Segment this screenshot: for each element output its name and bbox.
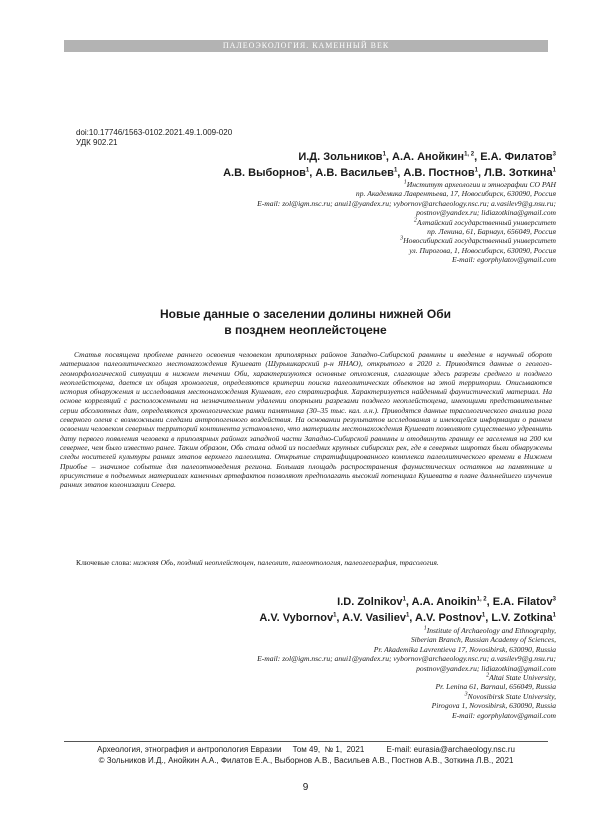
affiliation-text: Pr. Lenina 61, Barnaul, 656049, Russia — [435, 682, 556, 692]
en-authors — [259, 594, 556, 626]
affiliation-line — [257, 654, 556, 663]
affiliation-line — [257, 218, 556, 227]
page-number: 9 — [302, 782, 309, 793]
affiliation-line — [257, 692, 556, 701]
author-affiliation-mark: 3 — [552, 596, 556, 603]
affiliation-mark: 2 — [413, 217, 417, 224]
author-name: L.V. Zotkina — [491, 612, 553, 624]
footer-divider — [64, 741, 548, 742]
affiliation-line — [257, 701, 556, 710]
affiliation-line — [257, 682, 556, 691]
author-name: А.В. Постнов — [403, 167, 475, 179]
affiliation-text: E-mail: egorphylatov@gmail.com — [452, 710, 556, 720]
affiliation-text: Pr. Akademika Lavrentieva 17, Novosibirsk, 630090, Russia — [373, 644, 556, 654]
author-name: А.А. Анойкин — [392, 151, 465, 163]
affiliation-text: ул. Пирогова, 1, Новосибирск, 630090, Россия — [409, 245, 556, 255]
author-affiliation-mark: 1, 2 — [476, 596, 487, 603]
ru-authors-line1: И.Д. Зольников$^1$, А.А. Анойкин$^{1, 2}$, Е.А. Филатов$^3$ — [298, 151, 556, 163]
affiliation-line — [257, 645, 556, 654]
author-name: А.В. Васильев — [315, 167, 394, 179]
affiliation-text: Новосибирский государственный университет — [403, 236, 556, 246]
ru-authors — [223, 149, 556, 181]
udk: УДК 902.21 — [76, 138, 118, 147]
keywords — [76, 558, 552, 567]
author-name: I.D. Zolnikov — [337, 596, 403, 608]
affiliation-mark: 1 — [403, 179, 407, 186]
ru-affiliations — [257, 180, 556, 265]
affiliation-line — [257, 664, 556, 673]
affiliation-text: postnov@yandex.ru; lidiazotkina@gmail.com — [416, 663, 556, 673]
en-affiliations — [257, 626, 556, 720]
doi[interactable]: doi:10.17746/1563-0102.2021.49.1.009-020 — [76, 128, 233, 137]
affiliation-line — [257, 199, 556, 208]
author-name: Е.А. Филатов — [480, 151, 553, 163]
author-name: E.A. Filatov — [492, 596, 553, 608]
author-affiliation-mark: 1 — [552, 167, 556, 174]
identifiers — [76, 128, 232, 148]
author-affiliation-mark: 3 — [552, 151, 556, 158]
abstract: Статья посвящена проблеме раннего освоения человеком приполярных районов Западно-Сибирской равнины и введение в научный оборот материалов палеолитического местонахождения Кушеват (Шурышкарский р-н ЯНАО), открытого в 2020 г. Приводятся данные о геолого-геоморфологической ситуации в нижнем течении Оби, характеризуются основные отложения, слагающие здесь разрезы среднего и позднего неоплейстоцена, дается их общая хронология, определяются критерии поиска палеолитических объектов на этой территории. Описываются история обнаружения и исследования местонахождения Кушеват, его стратиграфия. Характеризуется найденный фаунистический материал. На основе корреляций с расположенными на незначительном удалении опорными разрезами позднего неоплейстоцена, имеющими представительные серии абсолютных дат, определяются хронологические рамки памятника (30–35 тыс. кал. л.н.). Приводятся данные трасологического анализа рога северного оленя с возможными следами антропогенного воздействия. На основании результатов исследования и имеющейся информации о раннем освоении человеком северных территорий континента установлено, что материалы местонахождения Кушеват позволяют существенно удревнить дату первого появления человека в приполярных районах западной части Западно-Сибирской равнины и отодвинуть границу ее заселения на 200 км севернее, чем было известно ранее. Таким образом, Обь стала одной из последних крупных сибирских рек, где в северных широтах были обнаружены следы носителей культуры ранних этапов верхнего палеолита. Открытие стратифицированного комплекса палеолитического времени в Нижнем Приобье – значимое событие для палеоэтноведения региона. Большая площадь распространения фаунистических остатков на памятнике и присутствие в подъемных материалах каменных артефактов позволяют предполагать высокий потенциал Кушевата в плане дальнейшего изучения ранних этапов колонизации Севера. — [60, 350, 552, 490]
author-affiliation-mark: 1 — [474, 167, 478, 174]
affiliation-line — [257, 635, 556, 644]
keywords-list: нижняя Обь, поздний неоплейстоцен, палеолит, палеонтология, палеогеография, трасология. — [133, 558, 439, 567]
affiliation-mark: 2 — [486, 672, 490, 679]
author-name: A.A. Anoikin — [411, 596, 477, 608]
affiliation-text: пр. Ленина, 61, Барнаул, 656049, Россия — [427, 227, 556, 237]
keywords-label: Ключевые слова: — [76, 558, 132, 567]
affiliation-mark: 1 — [423, 625, 427, 632]
author-name: A.V. Vasiliev — [342, 612, 406, 624]
author-name: А.В. Выборнов — [223, 167, 306, 179]
title-line-1: Новые данные о заселении долины нижней Оби — [159, 307, 451, 321]
affiliation-mark: 3 — [400, 235, 404, 242]
affiliation-line — [257, 189, 556, 198]
ru-authors-line2: А.В. Выборнов$^1$, А.В. Васильев$^1$, А.В. Постнов$^1$, Л.В. Зоткина$^1$ — [223, 167, 556, 179]
affiliation-text: E-mail: zol@igm.nsc.ru; anui1@yandex.ru; vybornov@archaeology.nsc.ru; a.vasilev9@g.nsu.ru; — [257, 198, 556, 208]
affiliation-text: E-mail: zol@igm.nsc.ru; anui1@yandex.ru; vybornov@archaeology.nsc.ru; a.vasilev9@g.nsu.ru; — [257, 654, 556, 664]
author-affiliation-mark: 1, 2 — [464, 151, 475, 158]
affiliation-text: Altai State University, — [489, 673, 556, 683]
author-affiliation-mark: 1 — [393, 167, 398, 174]
affiliation-text: пр. Академика Лаврентьева, 17, Новосибирск, 630090, Россия — [355, 189, 556, 199]
author-affiliation-mark: 1 — [333, 612, 337, 619]
affiliation-line — [257, 208, 556, 217]
author-affiliation-mark: 1 — [552, 612, 556, 619]
affiliation-line — [257, 255, 556, 264]
author-name: A.V. Postnov — [415, 612, 482, 624]
en-authors-line2: A.V. Vybornov$^1$, A.V. Vasiliev$^1$, A.V. Postnov$^1$, L.V. Zotkina$^1$ — [259, 612, 556, 624]
affiliation-text: Институт археологии и этнографии СО РАН — [406, 180, 556, 189]
affiliation-line — [257, 711, 556, 720]
affiliation-line — [257, 626, 556, 635]
author-affiliation-mark: 1 — [481, 612, 486, 619]
journal-info: Археология, этнография и антропология Евразии Том 49, № 1, 2021 E-mail: eurasia@archaeology.nsc.ru — [97, 745, 515, 754]
affiliation-text: E-mail: egorphylatov@gmail.com — [452, 255, 556, 265]
affiliation-text: Novosibirsk State University, — [467, 691, 556, 701]
affiliation-line — [257, 673, 556, 682]
affiliation-line — [257, 236, 556, 245]
title-line-2: в позднем неоплейстоцене — [224, 323, 387, 337]
article-title — [60, 306, 551, 338]
affiliation-text: Institute of Archaeology and Ethnography, — [426, 626, 556, 635]
author-affiliation-mark: 1 — [402, 596, 406, 603]
affiliation-line — [257, 180, 556, 189]
affiliation-text: Алтайский государственный университет — [416, 217, 556, 227]
author-name: Л.В. Зоткина — [484, 167, 553, 179]
author-affiliation-mark: 1 — [382, 151, 386, 158]
author-affiliation-mark: 1 — [305, 167, 310, 174]
en-authors-line1: I.D. Zolnikov$^1$, A.A. Anoikin$^{1, 2}$, E.A. Filatov$^3$ — [337, 596, 556, 608]
author-name: И.Д. Зольников — [298, 151, 383, 163]
affiliation-line — [257, 246, 556, 255]
affiliation-mark: 3 — [464, 691, 468, 698]
affiliation-text: postnov@yandex.ru; lidiazotkina@gmail.com — [416, 208, 556, 218]
copyright: © Зольников И.Д., Анойкин А.А., Филатов Е.А., Выборнов А.В., Васильев А.В., Постнов А.В., Зоткина Л.В., 2021 — [98, 756, 514, 765]
author-name: A.V. Vybornov — [259, 612, 334, 624]
affiliation-text: Siberian Branch, Russian Academy of Sciences, — [410, 635, 556, 645]
affiliation-text: Pirogova 1, Novosibirsk, 630090, Russia — [431, 701, 556, 711]
running-head: ПАЛЕОЭКОЛОГИЯ. КАМЕННЫЙ ВЕК — [64, 40, 548, 52]
author-affiliation-mark: 1 — [405, 612, 410, 619]
